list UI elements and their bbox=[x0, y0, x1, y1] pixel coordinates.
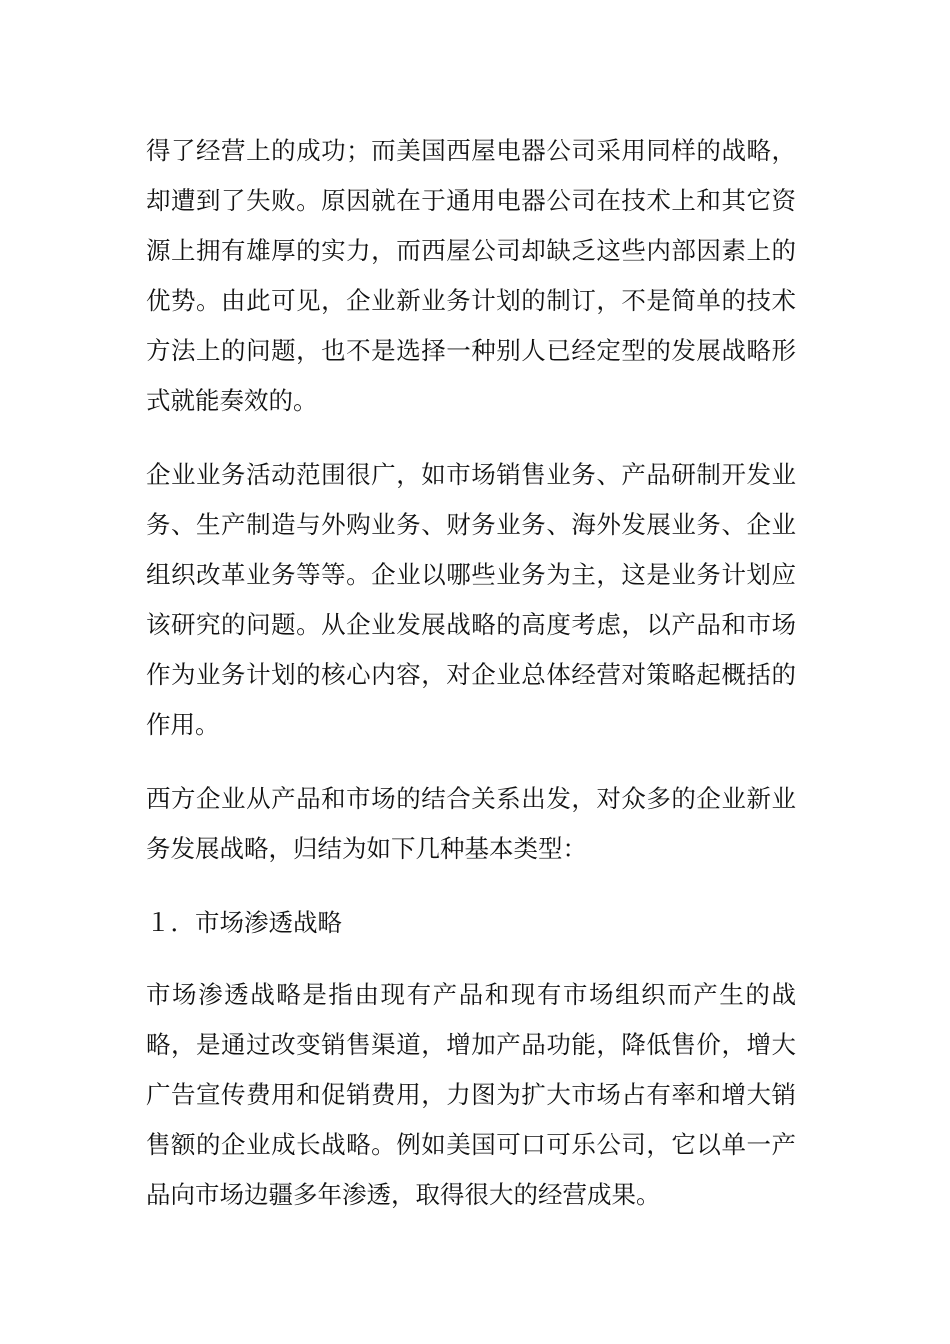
paragraph-intro-conclusion: 得了经营上的成功；而美国西屋电器公司采用同样的战略，却遭到了失败。原因就在于通用电器公司在技术上和其它资源上拥有雄厚的实力，而西屋公司却缺乏这些内部因素上的优势。由此可见，企业新业务计划的制订，不是简单的技术方法上的问题，也不是选择一种别人已经定型的发展战略形式就能奏效的。 bbox=[146, 136, 796, 415]
paragraph-business-scope: 企业业务活动范围很广，如市场销售业务、产品研制开发业务、生产制造与外购业务、财务业务、海外发展业务、企业组织改革业务等等。企业以哪些业务为主，这是业务计划应该研究的问题。从企业发展战略的高度考虑，以产品和市场作为业务计划的核心内容，对企业总体经营对策略起概括的作用。 bbox=[146, 460, 796, 739]
paragraph-market-penetration: 市场渗透战略是指由现有产品和现有市场组织而产生的战略，是通过改变销售渠道，增加产品功能，降低售价，增大广告宣传费用和促销费用，力图为扩大市场占有率和增大销售额的企业成长战略。例如美国可口可乐公司，它以单一产品向市场边疆多年渗透，取得很大的经营成果。 bbox=[146, 980, 796, 1209]
section-heading: １．市场渗透战略 bbox=[146, 908, 342, 937]
document-body bbox=[146, 126, 796, 1244]
paragraph-strategy-types: 西方企业从产品和市场的结合关系出发，对众多的企业新业务发展战略，归结为如下几种基本类型： bbox=[146, 784, 796, 863]
